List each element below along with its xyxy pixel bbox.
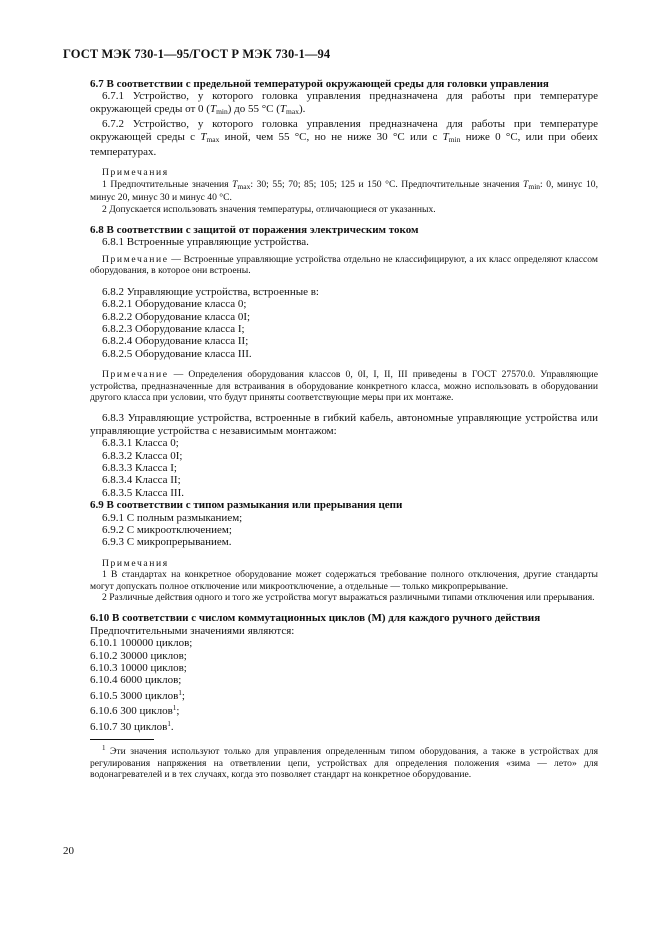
list-item: 6.9.1 С полным размыканием;: [102, 511, 243, 524]
list-item: 6.10.7 30 циклов$^1$.: [90, 719, 174, 733]
footnote-divider: [90, 739, 154, 740]
list-item: 6.8.2.4 Оборудование класса II;: [102, 335, 249, 348]
page-number: 20: [63, 845, 74, 857]
note-6-8-2: Примечание — Определения оборудования классов 0, 0I, I, II, III приведены в ГОСТ 27570.0. Управляющие устройства, предназначенные для встраивания в оборудование конкретного класса, можно использовать в оборудовании другого класса при условии, что будут приняты соответствующие меры при их монтаже.: [90, 369, 598, 403]
para-6-8-3: 6.8.3 Управляющие устройства, встроенные в гибкий кабель, автономные управляющие устройства или управляющие устройства с независимым монтажом:: [90, 412, 598, 437]
list-item: 6.10.1 100000 циклов;: [90, 637, 193, 650]
list-item: 6.8.2.2 Оборудование класса 0I;: [102, 310, 251, 323]
footnote: $^1$ Эти значения используют только для управления определенным типом оборудования, а также в устройствах для регулирования напряжения на ответвлении цепи, устройствах для определения положения «зима — лето» для водонагревателей и в тех случаях, когда это позволяет стандарт на конкретное оборудование.: [90, 744, 598, 780]
list-item: 6.8.2.3 Оборудование класса I;: [102, 322, 245, 335]
page-header: ГОСТ МЭК 730-1—95/ГОСТ Р МЭК 730-1—94: [63, 47, 331, 61]
list-item: 6.9.3 С микропрерыванием.: [102, 536, 232, 549]
list-item: 6.10.5 3000 циклов$^1$;: [90, 688, 185, 702]
footnote-mark: 1: [172, 704, 177, 713]
section-6-10-title: 6.10 В соответствии с числом коммутационных циклов (М) для каждого ручного действия: [90, 612, 541, 625]
list-item: 6.10.3 10000 циклов;: [90, 662, 187, 675]
list-item: 6.9.2 С микроотключением;: [102, 524, 232, 536]
list-item: 6.10.2 30000 циклов;: [90, 649, 187, 662]
footnote-mark: 1: [167, 719, 171, 728]
list-item: 6.10.4 6000 циклов;: [90, 674, 182, 687]
note-6-7-2: 2 Допускается использовать значения температуры, отличающиеся от указанных.: [102, 203, 436, 215]
para-6-8-2: 6.8.2 Управляющие устройства, встроенные в:: [102, 285, 319, 298]
section-6-9-title: 6.9 В соответствии с типом размыкания или прерывания цепи: [90, 499, 403, 512]
note-6-8-1: Примечание — Встроенные управляющие устройства отдельно не классифицируют, а их класс определяют классом оборудования, в которое они встроены.: [90, 253, 598, 277]
section-6-8-title: 6.8 В соответствии с защитой от поражения электрическим током: [90, 224, 419, 237]
notes-title: Примечания: [102, 167, 169, 179]
list-item: 6.8.3.1 Класса 0;: [102, 437, 179, 450]
para-6-7-2: 6.7.2 Устройство, у которого головка управления предназначена для работы при температуре окружающей среды с $T_{max}$ иной, чем 55 °С, но не ниже 30 °С или с $T_{min}$ ниже 0 °С, или при обеих температурах.: [90, 118, 599, 159]
section-6-7-title: 6.7 В соответствии с предельной температурой окружающей среды для головки управления: [90, 78, 549, 90]
list-item: 6.8.3.4 Класса II;: [102, 474, 181, 487]
list-item: 6.8.2.1 Оборудование класса 0;: [102, 298, 247, 311]
list-item: 6.10.6 300 циклов$^1$;: [90, 704, 180, 718]
note-6-9-1: 1 В стандартах на конкретное оборудование может содержаться требование полного отключения, другие стандарты могут допускать полное отключение или микроотключение, а отдельные — только микропрерывание.: [90, 569, 598, 592]
notes-title: Примечания: [102, 557, 169, 569]
list-item: 6.8.3.3 Класса I;: [102, 461, 177, 474]
para-6-10-intro: Предпочтительными значениями являются:: [90, 624, 295, 637]
list-item: 6.8.3.2 Класса 0I;: [102, 449, 183, 462]
page-content: [90, 78, 598, 780]
list-item: 6.8.2.5 Оборудование класса III.: [102, 347, 252, 360]
note-6-9-2: 2 Различные действия одного и того же устройства могут выражаться различными типами отключения или прерывания.: [102, 592, 595, 604]
list-item: 6.8.3.5 Класса III.: [102, 486, 184, 499]
footnote-mark: 1: [178, 688, 182, 697]
para-6-7-1: 6.7.1 Устройство, у которого головка управления предназначена для работы при температуре окружающей среды от 0 $(T_{min})$ до 55 °С $(T_{max})$.: [90, 90, 598, 116]
note-6-7-1: 1 Предпочтительные значения $T_{max}$: 30; 55; 70; 85; 105; 125 и 150 °С. Предпочтительные значения $T_{min}$: 0, минус 10, минус 20, минус 30 и минус 40 °С.: [90, 178, 598, 204]
para-6-8-1: 6.8.1 Встроенные управляющие устройства.: [102, 236, 309, 249]
